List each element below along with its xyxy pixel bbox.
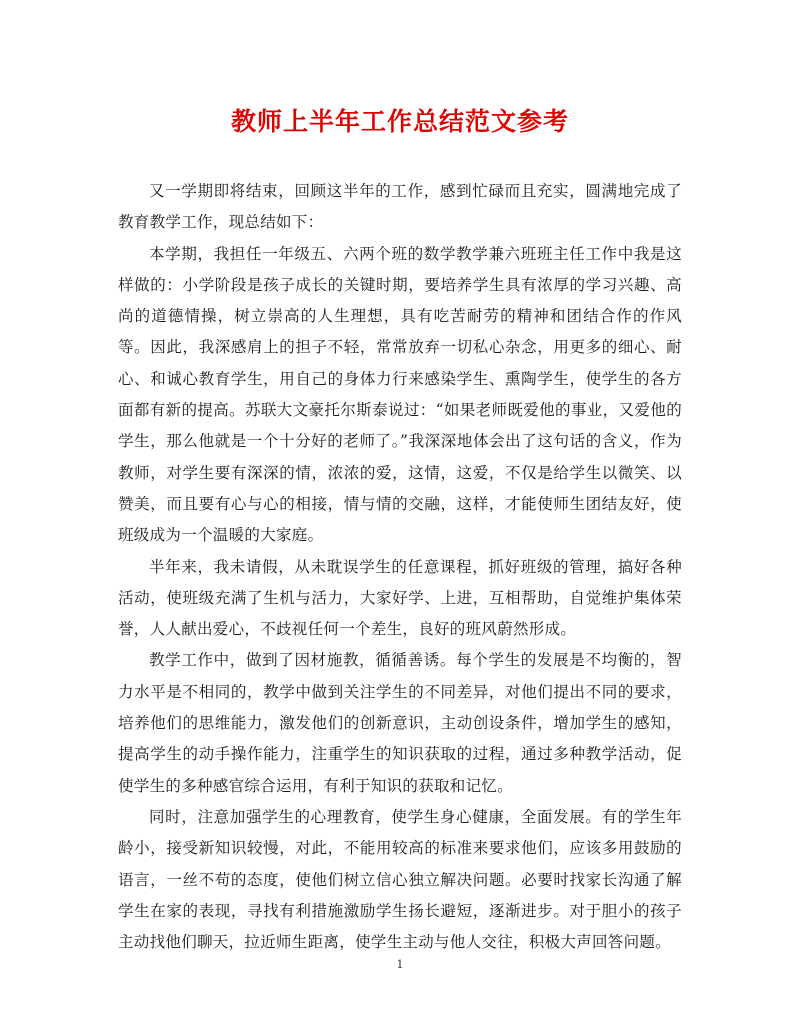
document-title: 教师上半年工作总结范文参考 bbox=[230, 107, 569, 136]
paragraph-psychology-education: 同时，注意加强学生的心理教育，使学生身心健康，全面发展。有的学生年龄小，接受新知识较慢，对此，不能用较高的标准来要求他们，应该多用鼓励的语言，一丝不苟的态度，使他们树立信心独立解决问题。必要时找家长沟通了解学生在家的表现，寻找有利措施激励学生扬长避短，逐渐进步。对于胆小的孩子主动找他们聊天，拉近师生距离，使学生主动与他人交往，积极大声回答问题。 bbox=[118, 807, 682, 952]
paragraph-intro: 又一学期即将结束，回顾这半年的工作，感到忙碌而且充实，圆满地完成了教育教学工作，现总结如下： bbox=[118, 182, 682, 232]
document-body bbox=[118, 176, 682, 958]
paragraph-teaching-work: 教学工作中，做到了因材施教，循循善诱。每个学生的发展是不均衡的，智力水平是不相同的，教学中做到关注学生的不同差异，对他们提出不同的要求，培养他们的思维能力，激发他们的创新意识，主动创设条件，增加学生的感知，提高学生的动手操作能力，注重学生的知识获取的过程，通过多种教学活动，促使学生的多种感官综合运用，有利于知识的获取和记忆。 bbox=[118, 651, 682, 795]
paragraph-class-teacher: 本学期，我担任一年级五、六两个班的数学教学兼六班班主任工作中我是这样做的：小学阶段是孩子成长的关键时期，要培养学生具有浓厚的学习兴趣、高尚的道德情操，树立崇高的人生理想，具有吃苦耐劳的精神和团结合作的作风等。因此，我深感肩上的担子不轻，常常放弃一切私心杂念，用更多的细心、耐心、和诚心教育学生，用自己的身体力行来感染学生、熏陶学生，使学生的各方面都有新的提高。苏联大文豪托尔斯泰说过：“如果老师既爱他的事业，又爱他的学生，那么他就是一个十分好的老师了。”我深深地体会出了这句话的含义，作为教师，对学生要有深深的情，浓浓的爱，这情，这爱，不仅是给学生以微笑、以赞美，而且要有心与心的相接，情与情的交融，这样，才能使师生团结友好，使班级成为一个温暖的大家庭。 bbox=[118, 244, 682, 545]
page-number: 1 bbox=[396, 958, 404, 971]
paragraph-class-management: 半年来，我未请假，从未耽误学生的任意课程，抓好班级的管理，搞好各种活动，使班级充满了生机与活力，大家好学、上进，互相帮助，自觉维护集体荣誉，人人献出爱心，不歧视任何一个差生，良好的班风蔚然形成。 bbox=[118, 557, 682, 639]
